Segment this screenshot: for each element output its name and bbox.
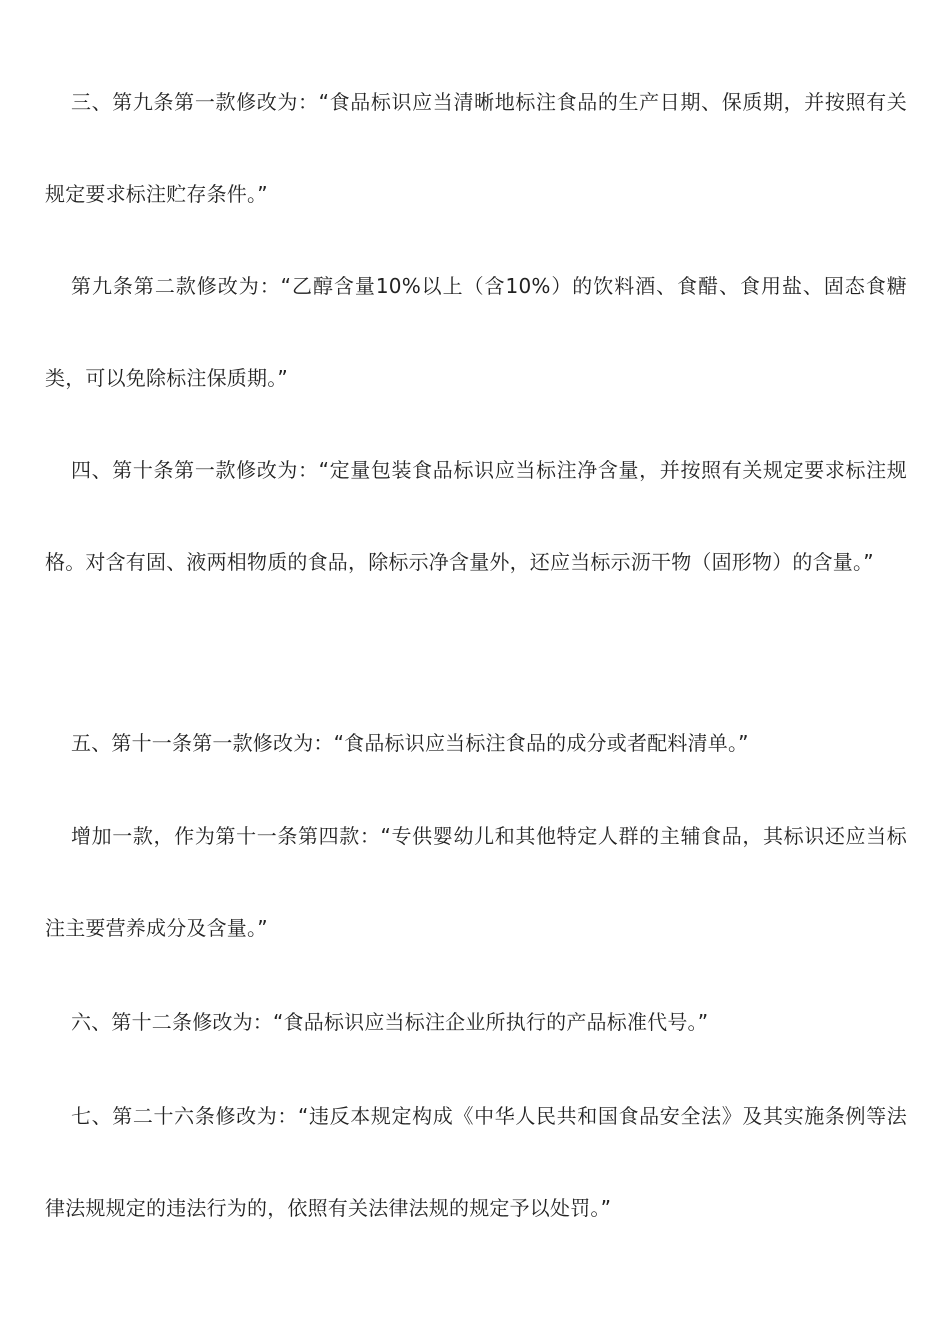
paragraph-3: 四、第十条第一款修改为：“定量包装食品标识应当标注净含量，并按照有关规定要求标注规格。对含有固、液两相物质的食品，除标示净含量外，还应当标示沥干物（固形物）的含量。”	[45, 458, 907, 574]
paragraph-2: 第九条第二款修改为：“乙醇含量10%以上（含10%）的饮料酒、食醋、食用盐、固态食糖类，可以免除标注保质期。”	[45, 274, 907, 390]
paragraph-4: 五、第十一条第一款修改为：“食品标识应当标注食品的成分或者配料清单。”	[71, 731, 749, 755]
paragraph-5: 增加一款，作为第十一条第四款：“专供婴幼儿和其他特定人群的主辅食品，其标识还应当标注主要营养成分及含量。”	[45, 824, 907, 940]
paragraph-6: 六、第十二条修改为：“食品标识应当标注企业所执行的产品标准代号。”	[71, 1010, 709, 1034]
paragraph-1: 三、第九条第一款修改为：“食品标识应当清晰地标注食品的生产日期、保质期，并按照有关规定要求标注贮存条件。”	[45, 90, 907, 206]
paragraph-7: 七、第二十六条修改为：“违反本规定构成《中华人民共和国食品安全法》及其实施条例等法律法规规定的违法行为的，依照有关法律法规的规定予以处罚。”	[45, 1104, 907, 1220]
